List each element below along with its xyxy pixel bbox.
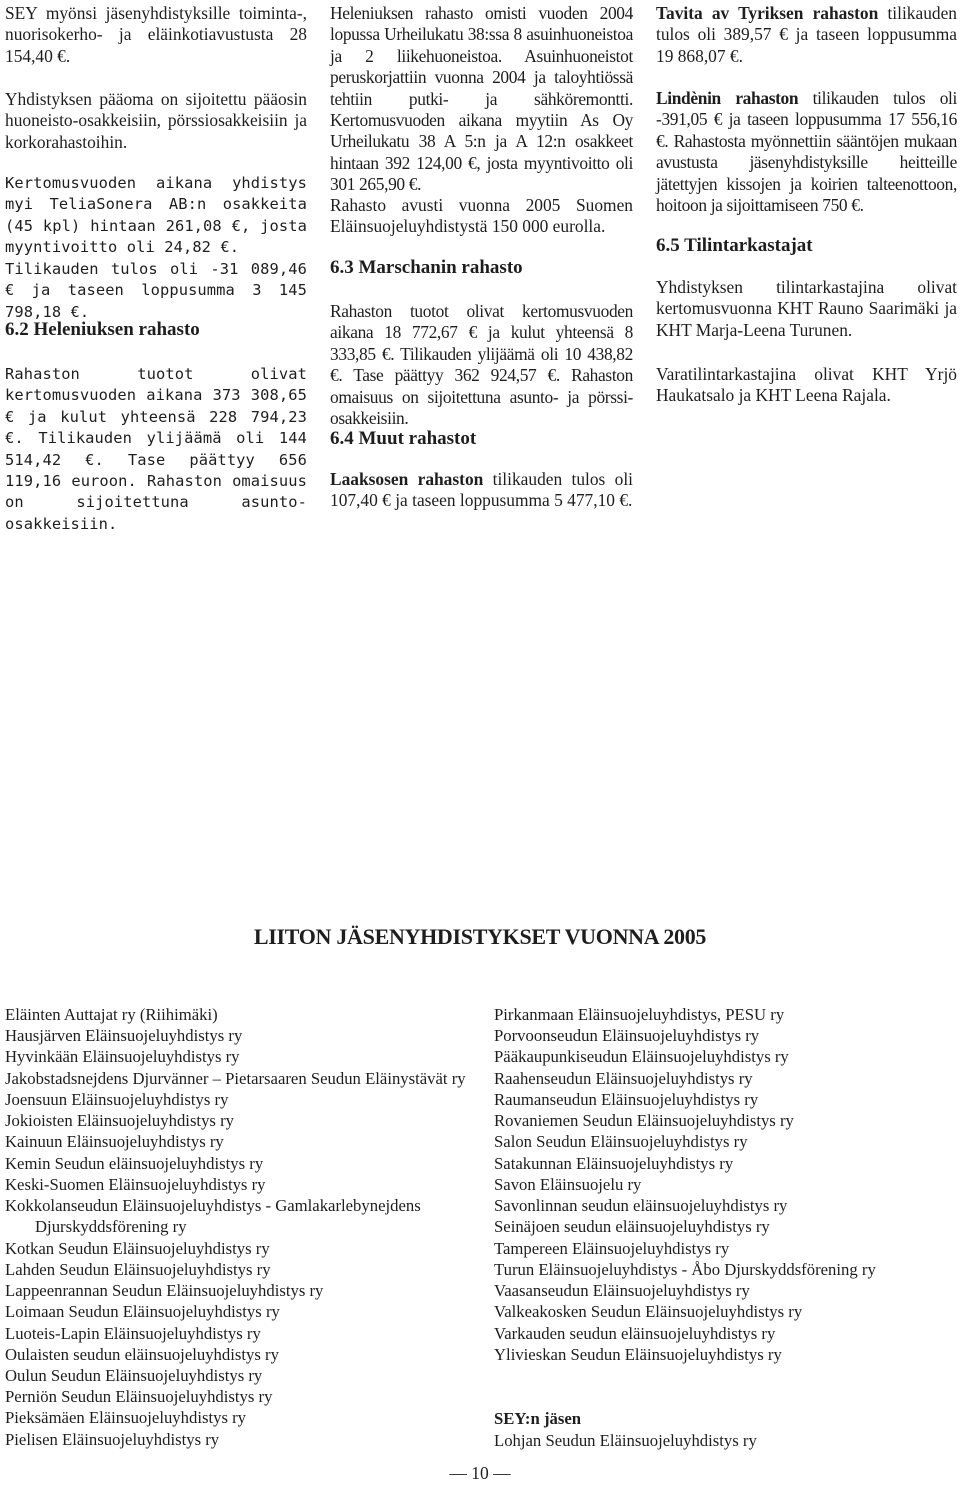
- member-list-item: Jakobstadsnejdens Djurvänner – Pietarsaaren Seudun Eläinystävät ry: [5, 1068, 466, 1088]
- laaksonen-fund-name: Laaksosen rahaston: [330, 469, 484, 489]
- member-list-item: Pääkaupunkiseudun Eläinsuojeluyhdistys ry: [494, 1047, 789, 1067]
- paragraph-deputy-auditors: Varatilintarkastajina olivat KHT Yrjö Haukatsalo ja KHT Leena Rajala.: [656, 364, 957, 406]
- member-list-item: Pielisen Eläinsuojeluyhdistys ry: [5, 1429, 220, 1449]
- paragraph-laaksonen: [330, 469, 633, 512]
- member-list-item: Valkeakosken Seudun Eläinsuojeluyhdistys ry: [494, 1302, 803, 1322]
- member-list-item: Oulaisten seudun eläinsuojeluyhdistys ry: [5, 1344, 279, 1364]
- paragraph-sey-grants: SEY myönsi jäsenyhdistyksille toiminta-, nuorisokerho- ja eläinkotiavustusta 28 154,40 €.: [5, 3, 307, 66]
- member-list-item: Perniön Seudun Eläinsuojeluyhdistys ry: [5, 1387, 273, 1407]
- member-list-item: Lahden Seudun Eläinsuojeluyhdistys ry: [5, 1259, 271, 1279]
- paragraph-helenius-grant: Rahasto avusti vuonna 2005 Suomen Eläinsuojeluyhdistystä 150 000 eurolla.: [330, 195, 633, 237]
- member-associations-title: LIITON JÄSENYHDISTYKSET VUONNA 2005: [253, 924, 707, 949]
- member-list-item: Varkauden seudun eläinsuojeluyhdistys ry: [494, 1323, 776, 1343]
- member-list-item: Pieksämäen Eläinsuojeluyhdistys ry: [5, 1408, 247, 1428]
- member-list-item: Salon Seudun Eläinsuojeluyhdistys ry: [494, 1132, 748, 1152]
- member-list-item: Oulun Seudun Eläinsuojeluyhdistys ry: [5, 1365, 263, 1385]
- tyriksen-fund-name: Tavita av Tyriksen rahaston: [656, 3, 879, 23]
- member-list-item: Seinäjoen seudun eläinsuojeluyhdistys ry: [494, 1217, 770, 1237]
- member-list-item: Lappeenrannan Seudun Eläinsuojeluyhdistys ry: [5, 1281, 324, 1301]
- member-list-item: Ylivieskan Seudun Eläinsuojeluyhdistys ry: [494, 1344, 782, 1364]
- member-list-item: Savon Eläinsuojelu ry: [494, 1174, 642, 1194]
- page-number: — 10 —: [449, 1463, 511, 1483]
- member-list-item: Kotkan Seudun Eläinsuojeluyhdistys ry: [5, 1238, 270, 1258]
- member-list-item: Raahenseudun Eläinsuojeluyhdistys ry: [494, 1068, 753, 1088]
- paragraph-result: Tilikauden tulos oli -31 089,46 € ja taseen loppusumma 3 145 798,18 €.: [5, 260, 307, 321]
- paragraph-auditors: Yhdistyksen tilintarkastajina olivat kertomusvuonna KHT Rauno Saarimäki ja KHT Marja-Leena Turunen.: [656, 277, 957, 340]
- member-list-item: Savonlinnan seudun eläinsuojeluyhdistys ry: [494, 1196, 788, 1216]
- member-list-item: Kemin Seudun eläinsuojeluyhdistys ry: [5, 1153, 264, 1173]
- paragraph-capital-investments: Yhdistyksen pääoma on sijoitettu pääosin huoneisto-osakkeisiin, pörssiosakkeisiin ja korkorahastoihin.: [5, 89, 307, 152]
- member-list-item: Kokkolanseudun Eläinsuojeluyhdistys - Gamlakarlebynejdens: [5, 1196, 421, 1216]
- member-list-item: Hausjärven Eläinsuojeluyhdistys ry: [5, 1026, 243, 1046]
- member-list-right: [494, 1004, 876, 1365]
- member-list-item: Porvoonseudun Eläinsuojeluyhdistys ry: [494, 1026, 760, 1046]
- paragraph-helenius-property: Heleniuksen rahasto omisti vuoden 2004 lopussa Urheilukatu 38:ssa 8 asuinhuoneistoa ja 2 liikehuoneistoa. Asuinhuoneistot peruskorjattiin vuonna 2004 ja taloyhtiössä tehtiin putki- ja sähköremontti. Kertomusvuoden aikana myytiin As Oy Urheilukatu 38 A 5:n ja A 12:n osakkeet hintaan 392 124,00 €, josta myyntivoitto oli 301 265,90 €.: [330, 3, 633, 195]
- member-list-item: Kainuun Eläinsuojeluyhdistys ry: [5, 1132, 224, 1152]
- member-list-item: Joensuun Eläinsuojeluyhdistys ry: [5, 1089, 229, 1109]
- member-list-item: Vaasanseudun Eläinsuojeluyhdistys ry: [494, 1281, 750, 1301]
- heading-marschanin-rahasto: 6.3 Marschanin rahasto: [330, 257, 523, 278]
- paragraph-telia-sale: Kertomusvuoden aikana yhdistys myi TeliaSonera AB:n osakkeita (45 kpl) hintaan 261,08 €, josta myyntivoitto oli 24,82 €.: [5, 174, 307, 257]
- lindenin-fund-details: tilikauden tulos oli -391,05 € ja taseen loppusumma 17 556,16 €. Rahastosta myönnettiin sääntöjen mukaan avustusta jäsenyhdistyksille heitteille jätettyjen kissojen ja koirien talteenottoon, hoitoon ja sijoittamiseen 750 €.: [656, 88, 958, 216]
- paragraph-marschan-income: Rahaston tuotot olivat kertomusvuoden aikana 18 772,67 € ja kulut yhteensä 8 333,85 €. Tilikauden ylijäämä oli 10 438,82 €. Tase päättyy 362 924,57 €. Rahaston omaisuus on sijoitettuna asunto- ja pörssi-osakkeisiin.: [330, 301, 633, 429]
- member-list-item: Jokioisten Eläinsuojeluyhdistys ry: [5, 1111, 234, 1131]
- member-list-item: Loimaan Seudun Eläinsuojeluyhdistys ry: [5, 1302, 280, 1322]
- sey-member-name: Lohjan Seudun Eläinsuojeluyhdistys ry: [494, 1431, 757, 1450]
- tyriksen-fund-details: tilikauden tulos oli 389,57 € ja taseen loppusumma 19 868,07 €.: [656, 3, 957, 66]
- member-list-item: Tampereen Eläinsuojeluyhdistys ry: [494, 1238, 730, 1258]
- heading-muut-rahastot: 6.4 Muut rahastot: [330, 428, 477, 449]
- member-list-item: Turun Eläinsuojeluyhdistys - Åbo Djurskyddsförening ry: [494, 1259, 876, 1279]
- member-list-item: Eläinten Auttajat ry (Riihimäki): [5, 1005, 218, 1024]
- paragraph-helenius-income: Rahaston tuotot olivat kertomusvuoden aikana 373 308,65 € ja kulut yhteensä 228 794,23 €. Tilikauden ylijäämä oli 144 514,42 €. Tase päättyy 656 119,16 euroon. Rahaston omaisuus on sijoitettuna asunto-osakkeisiin.: [5, 365, 307, 533]
- member-list-item: Pirkanmaan Eläinsuojeluyhdistys, PESU ry: [494, 1005, 785, 1024]
- sey-member-label: SEY:n jäsen: [494, 1409, 582, 1428]
- member-list-item: Satakunnan Eläinsuojeluyhdistys ry: [494, 1153, 734, 1173]
- laaksonen-fund-details: tilikauden tulos oli 107,40 € ja taseen loppusumma 5 477,10 €.: [330, 469, 633, 511]
- lindenin-fund-name: Lindènin rahaston: [656, 88, 799, 108]
- member-list-item: Hyvinkään Eläinsuojeluyhdistys ry: [5, 1047, 240, 1067]
- member-list-item: Djurskyddsförening ry: [35, 1217, 187, 1237]
- member-list-item: Keski-Suomen Eläinsuojeluyhdistys ry: [5, 1174, 266, 1194]
- member-list-item: Rovaniemen Seudun Eläinsuojeluyhdistys ry: [494, 1111, 794, 1131]
- member-list-left: [5, 1004, 466, 1450]
- heading-heleniuksen-rahasto: 6.2 Heleniuksen rahasto: [5, 319, 200, 340]
- paragraph-tyriksen: [656, 3, 957, 67]
- member-list-item: Luoteis-Lapin Eläinsuojeluyhdistys ry: [5, 1323, 261, 1343]
- heading-tilintarkastajat: 6.5 Tilintarkastajat: [656, 235, 813, 256]
- member-list-item: Raumanseudun Eläinsuojeluyhdistys ry: [494, 1089, 759, 1109]
- paragraph-lindenin: [656, 88, 957, 216]
